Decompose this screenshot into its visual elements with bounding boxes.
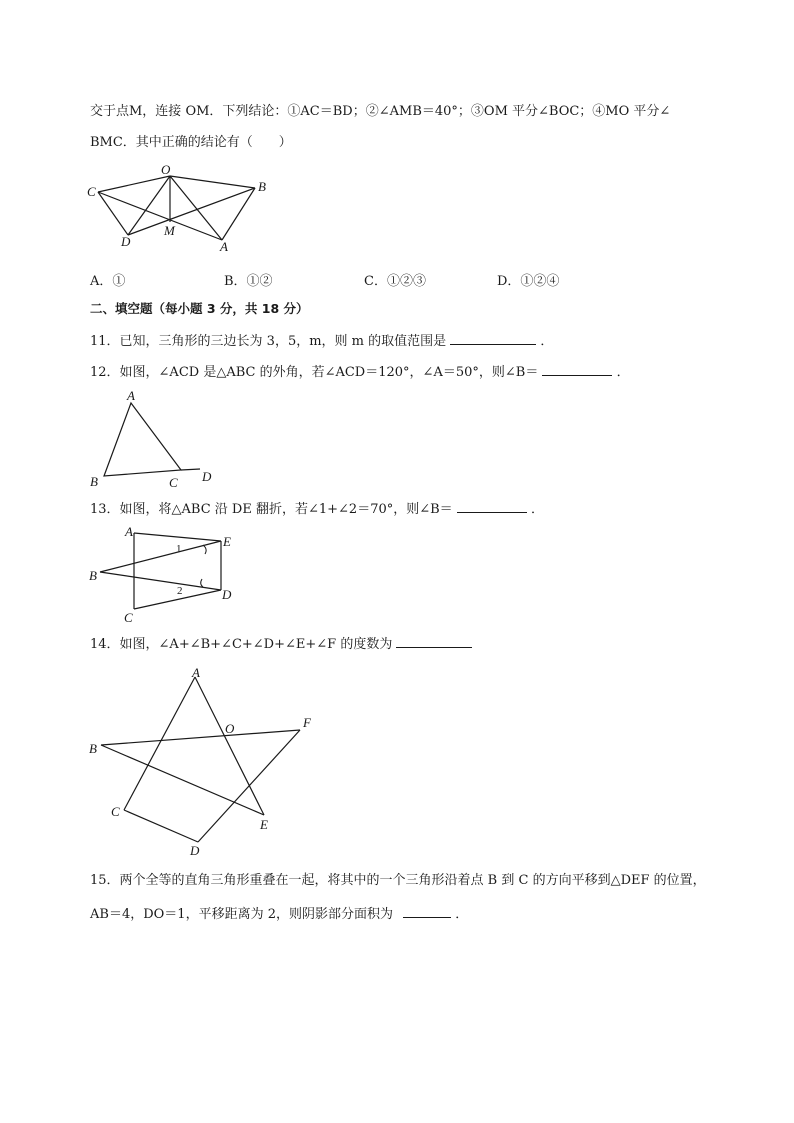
- q11-stem: 11．已知，三角形的三边长为 3，5，m，则 m 的取值范围是: [90, 334, 447, 349]
- label-A: A: [127, 388, 135, 403]
- q10-option-c: C．①②③: [364, 274, 426, 289]
- label-F: F: [303, 715, 311, 730]
- label-O: O: [161, 162, 171, 177]
- label-D: D: [222, 587, 232, 602]
- label-A: A: [125, 524, 133, 539]
- q12-end: ．: [616, 365, 630, 380]
- label-C: C: [124, 610, 133, 625]
- q10-option-a: A．①: [90, 274, 126, 289]
- label-D: D: [190, 843, 200, 858]
- q15-stem: AB＝4，DO＝1，平移距离为 2，则阴影部分面积为: [90, 907, 393, 922]
- section-title: 二、填空题（每小题 3 分，共 18 分）: [90, 301, 309, 316]
- label-O: O: [225, 721, 235, 736]
- angle-2-label: 2: [177, 585, 183, 597]
- label-B: B: [89, 741, 97, 756]
- q10-option-d: D．①②④: [497, 274, 560, 289]
- q15-line2: [90, 904, 468, 924]
- label-B: B: [258, 179, 266, 194]
- label-C: C: [111, 804, 120, 819]
- angle-1-label: 1: [176, 543, 182, 555]
- q10-option-b: B．①②: [224, 274, 273, 289]
- label-A: A: [220, 239, 228, 254]
- q14-stem: 14．如图，∠A+∠B+∠C+∠D+∠E+∠F 的度数为: [90, 637, 393, 652]
- q15-end: ．: [455, 907, 469, 922]
- label-D: D: [121, 234, 131, 249]
- q12-stem: 12．如图，∠ACD 是△ABC 的外角，若∠ACD＝120°，∠A＝50°，则∠B＝: [90, 365, 539, 380]
- label-D: D: [202, 469, 212, 484]
- label-C: C: [87, 184, 96, 199]
- label-B: B: [90, 474, 98, 489]
- q15-line1: 15．两个全等的直角三角形重叠在一起，将其中的一个三角形沿着点 B 到 C 的方向平移到△DEF 的位置，: [90, 873, 706, 888]
- q11-end: ．: [540, 334, 554, 349]
- q15-answer-blank[interactable]: [403, 904, 451, 918]
- q13-end: ．: [530, 502, 544, 517]
- q10-line2: BMC．其中正确的结论有（ ）: [90, 135, 292, 150]
- label-A: A: [192, 665, 200, 680]
- label-E: E: [260, 817, 268, 832]
- label-E: E: [223, 534, 231, 549]
- q13-stem: 13．如图，将△ABC 沿 DE 翻折，若∠1+∠2＝70°，则∠B＝: [90, 502, 453, 517]
- q10-line1: 交于点M，连接 OM．下列结论：①AC＝BD；②∠AMB＝40°；③OM 平分∠BOC；④MO 平分∠: [90, 104, 671, 119]
- label-C: C: [169, 475, 178, 490]
- label-M: M: [164, 223, 175, 238]
- label-B: B: [89, 568, 97, 583]
